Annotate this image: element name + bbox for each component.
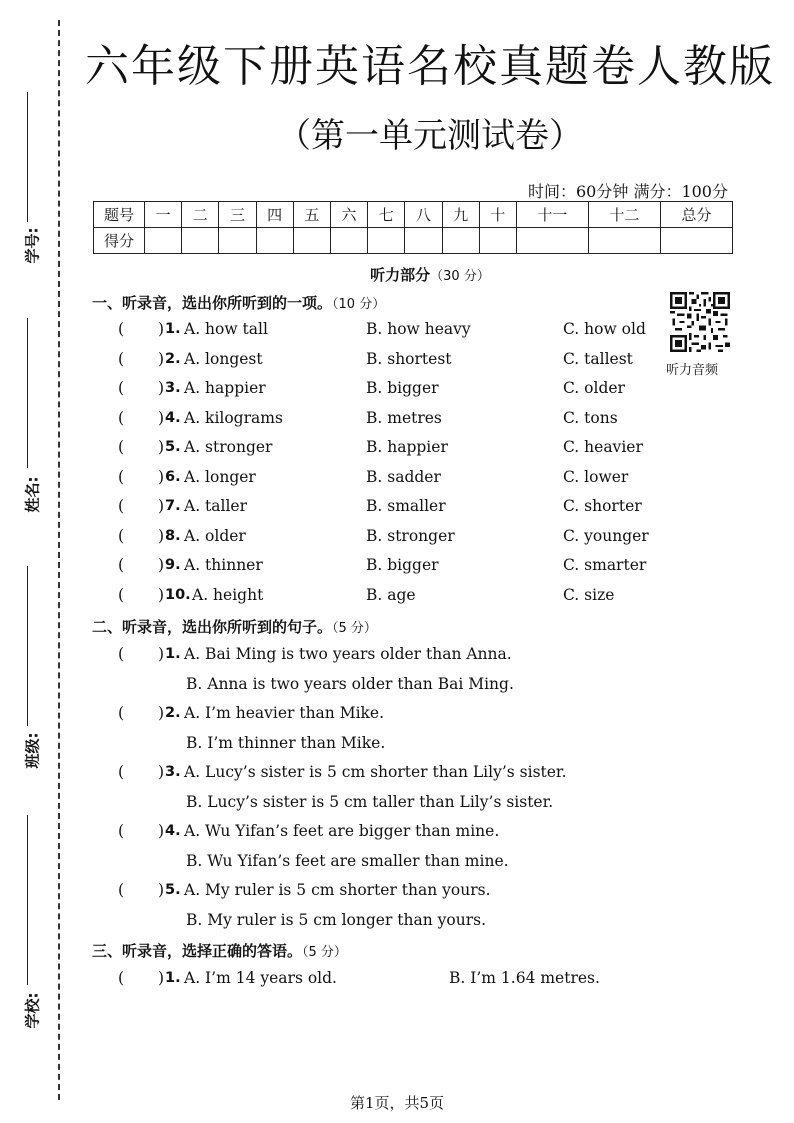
section3-points: （5 分） xyxy=(302,945,347,960)
section3-title: 三、听录音，选择正确的答语。 xyxy=(92,942,303,960)
option-a: A. I’m heavier than Mike. xyxy=(184,704,385,722)
score-col: 十一 xyxy=(516,202,588,228)
section2-title: 二、听录音，选出你所听到的句子。 xyxy=(92,618,333,636)
answer-blank-close: ) xyxy=(158,763,165,781)
answer-blank-open[interactable]: ( xyxy=(118,349,125,368)
qr-code-icon[interactable] xyxy=(670,292,730,352)
score-col: 总分 xyxy=(660,202,732,228)
answer-blank-close: ) xyxy=(158,645,165,663)
option-b: B. stronger xyxy=(366,526,455,545)
score-cell[interactable] xyxy=(256,228,293,254)
score-col: 九 xyxy=(442,202,479,228)
qr-label: 听力音频 xyxy=(666,363,719,378)
answer-blank-open[interactable]: ( xyxy=(118,467,125,486)
option-b: B. happier xyxy=(366,438,448,456)
score-cell[interactable] xyxy=(516,228,588,254)
answer-blank-open[interactable]: ( xyxy=(118,881,125,899)
score-cell[interactable] xyxy=(182,228,219,254)
option-a: A. older xyxy=(184,526,246,545)
score-cell[interactable] xyxy=(219,228,256,254)
answer-blank-open[interactable]: ( xyxy=(118,585,125,604)
option-c: C. younger xyxy=(563,526,649,545)
score-col: 四 xyxy=(256,202,293,228)
option-a: A. Wu Yifan’s feet are bigger than mine. xyxy=(184,822,500,840)
score-cell[interactable] xyxy=(368,228,405,254)
answer-blank-open[interactable]: ( xyxy=(118,645,125,663)
option-a: A. taller xyxy=(184,497,248,515)
answer-blank-open[interactable]: ( xyxy=(118,379,125,397)
option-c: C. lower xyxy=(563,467,629,486)
option-b: B. smaller xyxy=(366,497,446,515)
score-table-header-row xyxy=(94,202,733,228)
question-number: 5. xyxy=(165,439,181,455)
section1-title: 一、听录音，选出你所听到的一项。 xyxy=(92,294,333,312)
question-number: 4. xyxy=(165,409,181,426)
option-a: A. Lucy’s sister is 5 cm shorter than Lily’s sister. xyxy=(184,763,567,781)
option-c: C. shorter xyxy=(563,497,642,515)
answer-blank-close: ) xyxy=(158,349,165,368)
option-b: B. how heavy xyxy=(366,320,471,338)
score-col: 一 xyxy=(145,202,182,228)
exam-meta: 时间：60分钟 满分：100分 xyxy=(528,182,728,201)
option-b: B. age xyxy=(366,585,416,604)
page-subtitle: （第一单元测试卷） xyxy=(277,116,583,156)
option-a: A. how tall xyxy=(184,320,268,338)
answer-blank-close: ) xyxy=(158,467,165,486)
answer-blank-close: ) xyxy=(158,379,165,397)
option-c: C. smarter xyxy=(563,556,647,574)
option-a: A. I’m 14 years old. xyxy=(184,969,337,987)
option-b: B. bigger xyxy=(366,556,439,574)
option-b: B. Lucy’s sister is 5 cm taller than Lily’s sister. xyxy=(186,792,554,811)
question-number: 4. xyxy=(165,823,181,839)
option-b: B. shortest xyxy=(366,349,452,368)
answer-blank-close: ) xyxy=(158,585,165,604)
option-b: B. My ruler is 5 cm longer than yours. xyxy=(186,910,487,929)
section2-heading xyxy=(92,616,377,637)
answer-blank-open[interactable]: ( xyxy=(118,763,125,781)
page-title: 六年级下册英语名校真题卷人教版 xyxy=(85,41,775,92)
score-col: 三 xyxy=(219,202,256,228)
score-cell[interactable] xyxy=(293,228,330,254)
question-number: 2. xyxy=(165,350,181,367)
score-cell[interactable] xyxy=(145,228,182,254)
option-a: A. kilograms xyxy=(184,408,283,427)
page-footer: 第1页，共5页 xyxy=(349,1094,445,1112)
score-table xyxy=(93,201,733,254)
option-a: A. height xyxy=(192,585,264,604)
score-col: 六 xyxy=(330,202,367,228)
answer-blank-close: ) xyxy=(158,526,165,545)
section1-points: （10 分） xyxy=(332,297,386,312)
score-cell[interactable] xyxy=(660,228,732,254)
school-line xyxy=(27,815,28,985)
answer-blank-close: ) xyxy=(158,704,165,722)
score-table-row-head: 得分 xyxy=(94,228,145,254)
answer-blank-open[interactable]: ( xyxy=(118,704,125,722)
question-number: 3. xyxy=(165,380,181,396)
option-c: C. older xyxy=(563,379,625,397)
listening-points: （30 分） xyxy=(430,269,490,284)
score-col: 八 xyxy=(405,202,442,228)
name-label: 姓名: xyxy=(23,476,42,513)
option-c: C. tallest xyxy=(563,349,633,368)
option-b: B. bigger xyxy=(366,379,439,397)
student-no-label: 学号: xyxy=(23,227,42,264)
option-a: A. stronger xyxy=(184,438,273,456)
answer-blank-open[interactable]: ( xyxy=(118,556,125,574)
score-cell[interactable] xyxy=(405,228,442,254)
option-a: A. thinner xyxy=(184,556,263,574)
option-c: C. heavier xyxy=(563,438,643,456)
score-table-score-row xyxy=(94,228,733,254)
answer-blank-open[interactable]: ( xyxy=(118,822,125,840)
option-c: C. tons xyxy=(563,408,618,427)
answer-blank-close: ) xyxy=(158,408,165,427)
answer-blank-close: ) xyxy=(158,969,165,987)
question-number: 2. xyxy=(165,705,181,721)
score-col: 二 xyxy=(182,202,219,228)
question-number: 1. xyxy=(165,646,181,662)
score-cell[interactable] xyxy=(479,228,516,254)
score-cell[interactable] xyxy=(330,228,367,254)
option-a: A. My ruler is 5 cm shorter than yours. xyxy=(184,881,491,899)
option-b: B. sadder xyxy=(366,467,441,486)
listening-heading xyxy=(80,264,780,285)
section2-points: （5 分） xyxy=(332,621,377,636)
score-cell[interactable] xyxy=(442,228,479,254)
option-a: A. longest xyxy=(184,349,263,368)
class-line xyxy=(27,566,28,726)
class-label: 班级: xyxy=(23,732,42,769)
option-b: B. I’m 1.64 metres. xyxy=(449,969,600,987)
score-col: 五 xyxy=(293,202,330,228)
question-number: 1. xyxy=(165,321,181,337)
question-number: 10. xyxy=(165,586,191,603)
question-number: 3. xyxy=(165,764,181,780)
option-b: B. Wu Yifan’s feet are smaller than mine. xyxy=(186,851,509,870)
answer-blank-open[interactable]: ( xyxy=(118,320,125,338)
section1-heading xyxy=(92,292,385,313)
answer-blank-open[interactable]: ( xyxy=(118,438,125,456)
question-number: 7. xyxy=(165,498,181,514)
cut-line xyxy=(58,20,60,1100)
school-label: 学校: xyxy=(23,992,42,1029)
answer-blank-close: ) xyxy=(158,497,165,515)
question-number: 5. xyxy=(165,882,181,898)
score-cell[interactable] xyxy=(588,228,660,254)
answer-blank-open[interactable]: ( xyxy=(118,969,125,987)
score-table-row-head: 题号 xyxy=(94,202,145,228)
option-b: B. Anna is two years older than Bai Ming. xyxy=(186,674,514,693)
answer-blank-open[interactable]: ( xyxy=(118,526,125,545)
question-number: 9. xyxy=(165,557,181,573)
score-col: 七 xyxy=(368,202,405,228)
student-no-line xyxy=(27,92,28,222)
score-col: 十 xyxy=(479,202,516,228)
answer-blank-open[interactable]: ( xyxy=(118,497,125,515)
option-c: C. size xyxy=(563,585,615,604)
option-b: B. I’m thinner than Mike. xyxy=(186,733,386,752)
option-a: A. Bai Ming is two years older than Anna. xyxy=(184,645,512,663)
binding-margin xyxy=(0,0,70,1123)
answer-blank-close: ) xyxy=(158,556,165,574)
score-col: 十二 xyxy=(588,202,660,228)
answer-blank-close: ) xyxy=(158,438,165,456)
option-a: A. longer xyxy=(184,467,256,486)
option-b: B. metres xyxy=(366,408,442,427)
answer-blank-close: ) xyxy=(158,822,165,840)
option-a: A. happier xyxy=(184,379,266,397)
question-number: 1. xyxy=(165,970,181,986)
answer-blank-close: ) xyxy=(158,320,165,338)
option-c: C. how old xyxy=(563,320,646,338)
listening-title: 听力部分 xyxy=(370,266,431,284)
answer-blank-open[interactable]: ( xyxy=(118,408,125,427)
name-line xyxy=(27,318,28,468)
answer-blank-close: ) xyxy=(158,881,165,899)
question-number: 6. xyxy=(165,468,181,485)
question-number: 8. xyxy=(165,527,181,544)
section3-heading xyxy=(92,940,347,961)
